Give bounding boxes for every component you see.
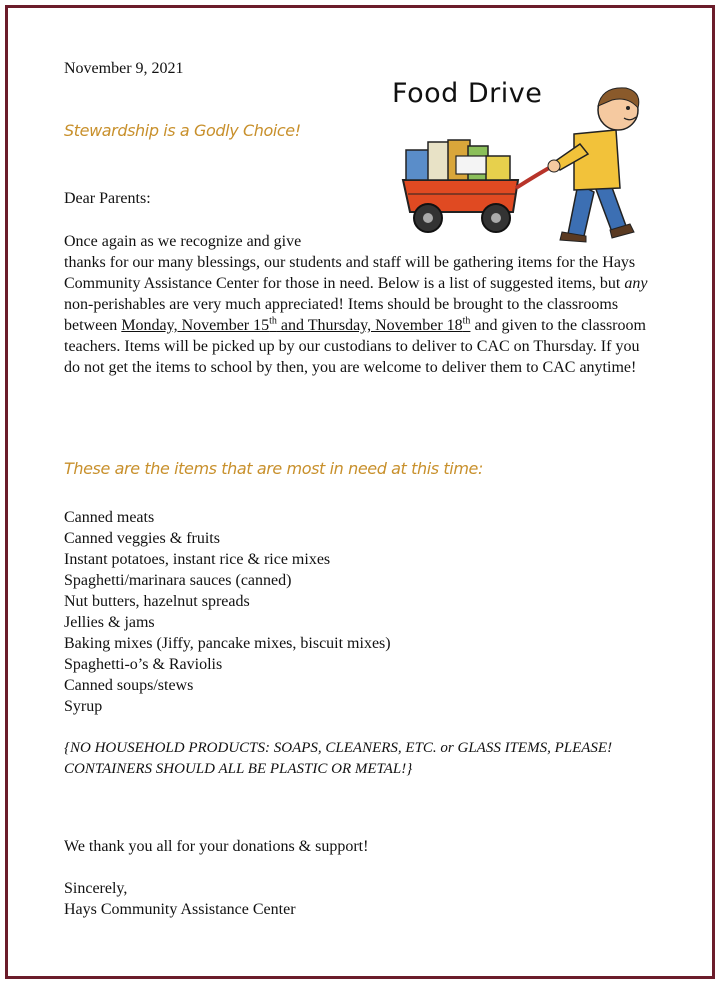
list-item: Jellies & jams xyxy=(64,614,155,631)
list-item: Spaghetti-o’s & Raviolis xyxy=(64,656,223,673)
list-item: Syrup xyxy=(64,698,103,715)
body-paragraph xyxy=(64,231,654,378)
closing: Sincerely, xyxy=(64,880,128,897)
list-item: Nut butters, hazelnut spreads xyxy=(64,593,250,610)
body-text-b: non-perishables are very much appreciated! Items should be brought to the classrooms between xyxy=(64,296,619,334)
list-item: Canned meats xyxy=(64,509,155,526)
page-title: Food Drive xyxy=(392,78,543,109)
start-date: Monday, November 15th and Thursday, November 18th xyxy=(121,315,471,334)
signature-block xyxy=(64,878,296,920)
thanks-line: We thank you all for your donations & support! xyxy=(64,838,369,855)
list-heading: These are the items that are most in need at this time: xyxy=(64,459,483,478)
body-text-c: and given to the classroom teachers. Items will be picked up by our custodians to deliver to CAC on Thursday. If you do not get the items to school by then, you are welcome to deliver them to CAC anytime! xyxy=(64,317,646,376)
body-text-a: thanks for our many blessings, our students and staff will be gathering items for the Hays Community Assistance Center for those in need. Below is a list of suggested items, but xyxy=(64,254,636,292)
restriction-note: {NO HOUSEHOLD PRODUCTS: SOAPS, CLEANERS, ETC. or GLASS ITEMS, PLEASE! CONTAINERS SHOULD ALL BE PLASTIC OR METAL!} xyxy=(64,740,613,777)
greeting: Dear Parents: xyxy=(64,190,151,207)
items-list xyxy=(64,507,391,717)
body-line-1: Once again as we recognize and give xyxy=(64,233,302,250)
list-item: Canned soups/stews xyxy=(64,677,194,694)
list-item: Baking mixes (Jiffy, pancake mixes, biscuit mixes) xyxy=(64,635,391,652)
subtitle: Stewardship is a Godly Choice! xyxy=(64,121,301,140)
list-item: Canned veggies & fruits xyxy=(64,530,220,547)
list-item: Spaghetti/marinara sauces (canned) xyxy=(64,572,292,589)
body-emphasis: any xyxy=(624,275,648,292)
letter-date: November 9, 2021 xyxy=(64,60,184,77)
wagon-boy-illustration xyxy=(398,84,658,254)
list-item: Instant potatoes, instant rice & rice mixes xyxy=(64,551,331,568)
signature: Hays Community Assistance Center xyxy=(64,901,296,918)
